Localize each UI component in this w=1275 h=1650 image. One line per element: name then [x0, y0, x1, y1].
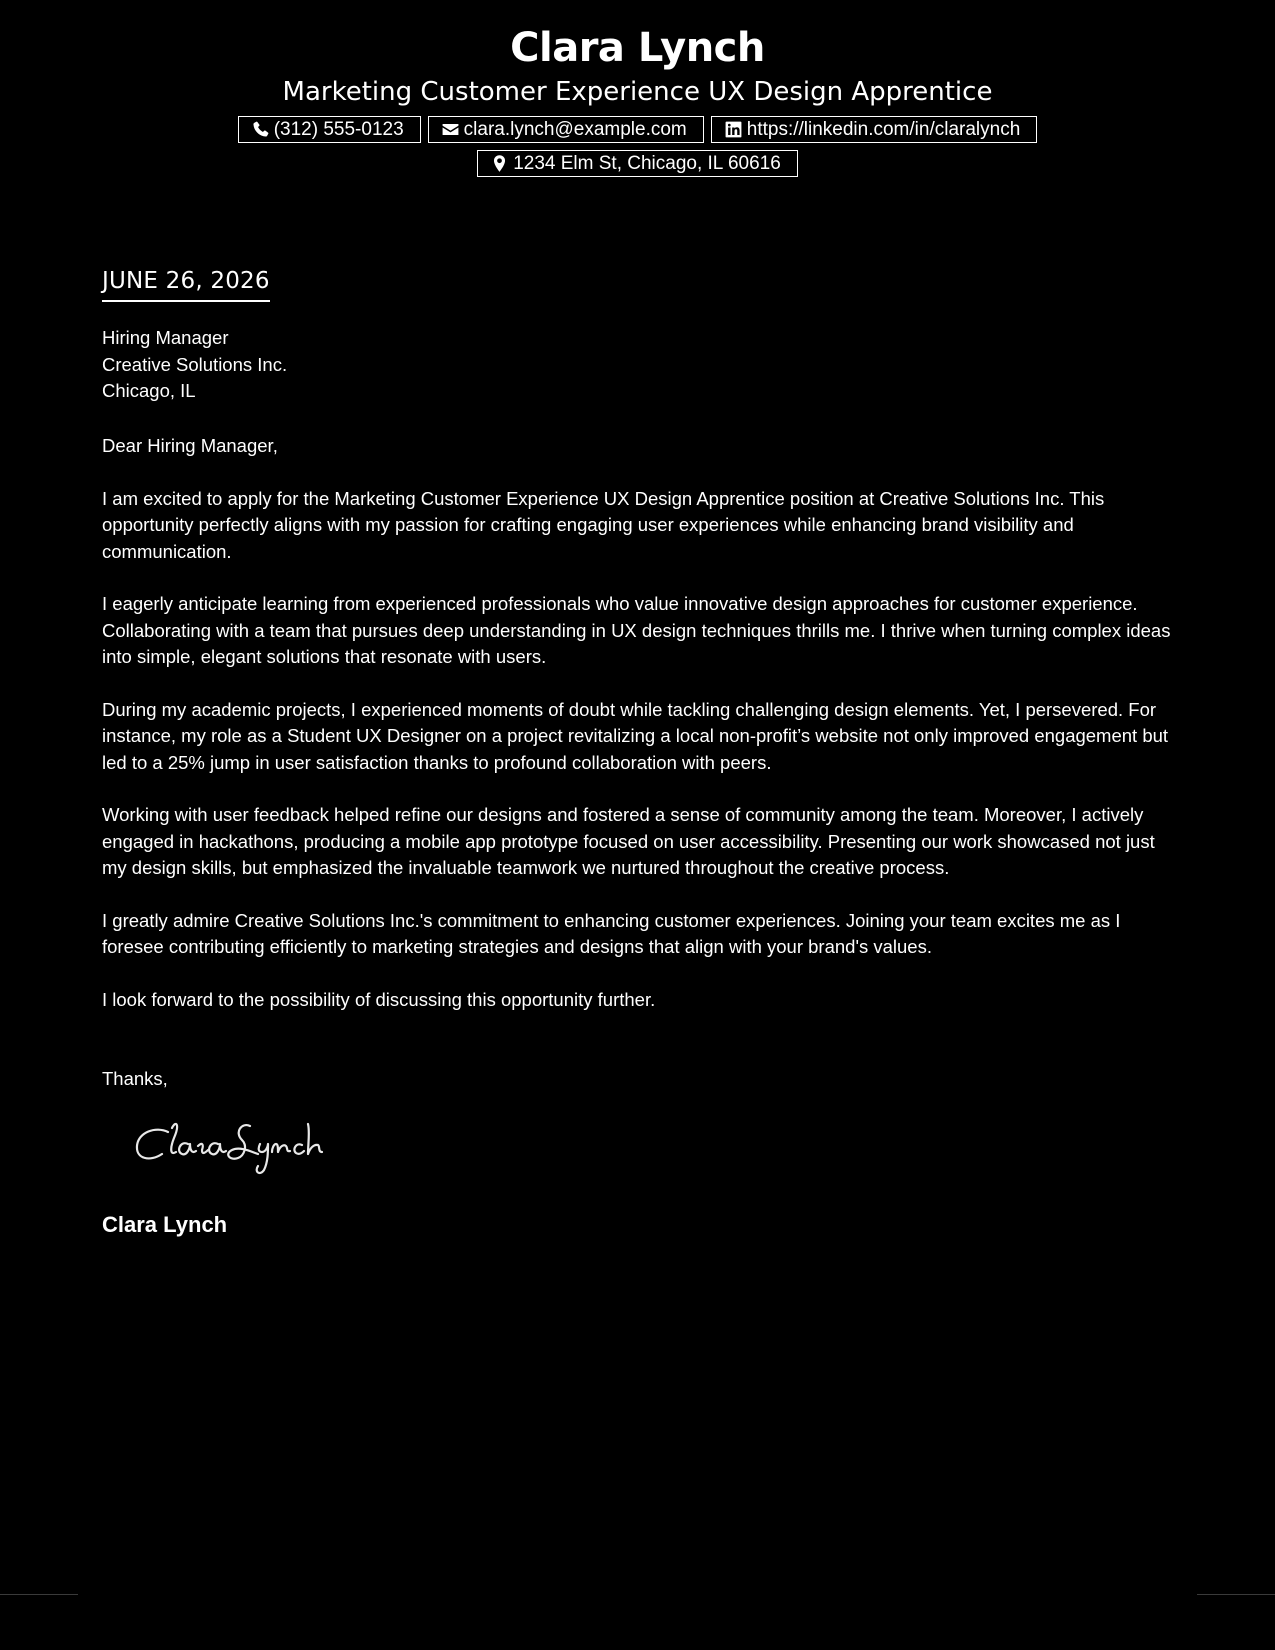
letter-body	[102, 433, 1182, 1039]
contact-linkedin[interactable]	[711, 116, 1038, 143]
contact-row	[0, 116, 1275, 143]
email-text: clara.lynch@example.com	[463, 118, 687, 140]
applicant-name: Clara Lynch	[510, 25, 765, 71]
contact-phone[interactable]	[238, 116, 421, 143]
recipient-company: Creative Solutions Inc.	[102, 353, 288, 375]
handwritten-signature	[132, 1118, 332, 1180]
salutation: Dear Hiring Manager,	[102, 435, 278, 456]
contact-address[interactable]	[477, 150, 798, 177]
recipient-block	[102, 325, 287, 405]
contact-email[interactable]	[428, 116, 704, 143]
paragraph: I am excited to apply for the Marketing Customer Experience UX Design Apprentice position at Creative Solutions Inc. This opportunity perfectly aligns with my passion for crafting engaging user experiences while enhancing brand visibility and communication.	[102, 487, 1105, 562]
address-text: 1234 Elm St, Chicago, IL 60616	[513, 152, 781, 174]
page-edge-divider	[1197, 1594, 1275, 1595]
linkedin-icon	[724, 120, 743, 139]
paragraph: During my academic projects, I experienced moments of doubt while tackling challenging design elements. Yet, I persevered. For instance, my role as a Student UX Designer on a project revitalizing a local non-profit’s website not only improved engagement but led to a 25% jump in user satisfaction thanks to profound collaboration with peers.	[102, 698, 1169, 773]
paragraph: Working with user feedback helped refine our designs and fostered a sense of community among the team. Moreover, I actively engaged in hackathons, producing a mobile app prototype focused on user accessibility. Presenting our work showcased not just my design skills, but emphasized the invaluable teamwork we nurtured throughout the creative process.	[102, 804, 1155, 878]
linkedin-text: https://linkedin.com/in/claralynch	[746, 118, 1021, 140]
letter-header	[0, 22, 1275, 177]
map-marker-icon	[490, 154, 509, 173]
phone-text: (312) 555-0123	[273, 118, 404, 140]
paragraph: I greatly admire Creative Solutions Inc.'s commitment to enhancing customer experiences. Joining your team excites me as I foresee contributing efficiently to marketing strategies and designs that align with your brand's values.	[102, 909, 1121, 957]
paragraph: I eagerly anticipate learning from experienced professionals who value innovative design approaches for customer experience. Collaborating with a team that pursues deep understanding in UX design techniques thrills me. I thrive when turning complex ideas into simple, elegant solutions that resonate with users.	[102, 593, 1171, 667]
letter-date: JUNE 26, 2026	[102, 266, 270, 302]
signer-name: Clara Lynch	[102, 1212, 228, 1237]
recipient-location: Chicago, IL	[102, 380, 196, 401]
job-headline: Marketing Customer Experience UX Design Apprentice	[282, 77, 993, 107]
page-edge-divider	[0, 1594, 78, 1595]
closing: Thanks,	[102, 1068, 168, 1089]
contact-row-address	[0, 150, 1275, 177]
envelope-icon	[441, 120, 460, 139]
phone-icon	[251, 120, 270, 139]
recipient-title: Hiring Manager	[102, 327, 229, 348]
paragraph: I look forward to the possibility of discussing this opportunity further.	[102, 988, 656, 1010]
